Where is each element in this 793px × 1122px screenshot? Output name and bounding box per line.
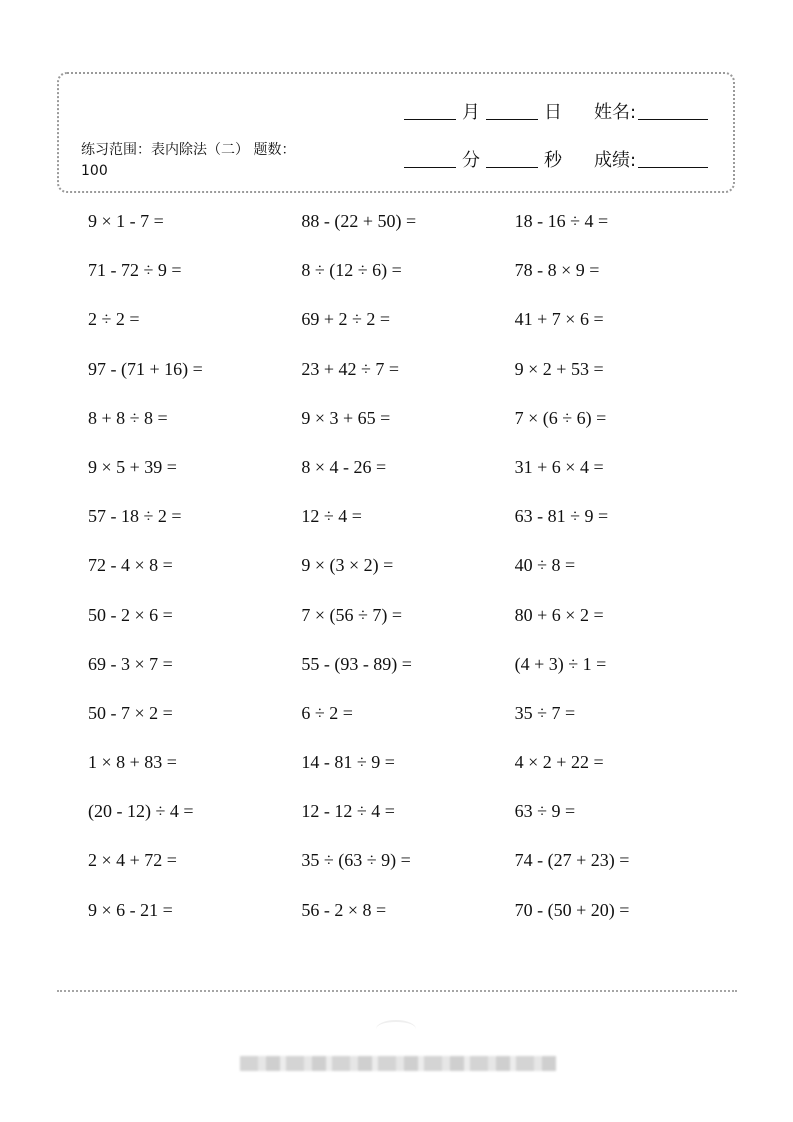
problem-item: 12 - 12 ÷ 4 =	[301, 801, 395, 822]
problem-item: 2 ÷ 2 =	[88, 309, 140, 330]
problem-item: 9 × 3 + 65 =	[301, 407, 391, 428]
problem-item: 50 - 7 × 2 =	[88, 702, 173, 723]
problem-item: 57 - 18 ÷ 2 =	[88, 506, 182, 527]
name-label: 姓名:	[594, 102, 637, 123]
problem-item: 50 - 2 × 6 =	[88, 604, 173, 625]
date-name-row	[404, 98, 708, 124]
score-label: 成绩:	[594, 150, 637, 171]
footer-blurred-watermark	[240, 1056, 556, 1071]
problem-item: 35 ÷ (63 ÷ 9) =	[301, 850, 411, 871]
footer-watermark-mark	[376, 1020, 416, 1038]
problem-row	[88, 652, 728, 701]
problem-row	[88, 209, 728, 258]
problem-item: 7 × (56 ÷ 7) =	[301, 604, 402, 625]
problem-row	[88, 799, 728, 848]
problem-item: 56 - 2 × 8 =	[301, 899, 387, 920]
problem-item: 97 - (71 + 16) =	[88, 358, 203, 379]
problem-item: 69 - 3 × 7 =	[88, 653, 173, 674]
problem-item: 6 ÷ 2 =	[301, 702, 353, 723]
problem-item: 35 ÷ 7 =	[514, 702, 576, 723]
month-blank[interactable]	[404, 119, 456, 120]
problem-item: 23 + 42 ÷ 7 =	[301, 358, 400, 379]
problem-row	[88, 455, 728, 504]
second-label: 秒	[544, 150, 562, 171]
problem-item: 4 × 2 + 22 =	[514, 752, 604, 773]
problem-item: 9 × 5 + 39 =	[88, 456, 177, 477]
worksheet-header	[57, 72, 735, 193]
name-blank[interactable]	[638, 119, 708, 120]
month-label: 月	[462, 102, 480, 123]
day-blank[interactable]	[486, 119, 538, 120]
problem-item: 74 - (27 + 23) =	[514, 850, 630, 871]
problem-item: 7 × (6 ÷ 6) =	[514, 407, 607, 428]
practice-scope-text: 练习范围：表内除法（二） 题数：100	[81, 142, 296, 179]
minute-label: 分	[462, 150, 480, 171]
problem-item: 40 ÷ 8 =	[514, 555, 576, 576]
problem-item: (4 + 3) ÷ 1 =	[514, 653, 607, 674]
problem-item: 8 ÷ (12 ÷ 6) =	[301, 260, 402, 281]
problem-item: 9 × (3 × 2) =	[301, 555, 394, 576]
problem-item: 63 ÷ 9 =	[514, 801, 576, 822]
problem-item: 78 - 8 × 9 =	[514, 260, 600, 281]
problem-item: 12 ÷ 4 =	[301, 506, 362, 527]
problem-row	[88, 258, 728, 307]
score-blank[interactable]	[638, 167, 708, 168]
problem-row	[88, 406, 728, 455]
day-label: 日	[544, 102, 562, 123]
problem-row	[88, 357, 728, 406]
problem-row	[88, 750, 728, 799]
problem-row	[88, 898, 728, 947]
problem-item: 8 × 4 - 26 =	[301, 456, 387, 477]
problem-item: 71 - 72 ÷ 9 =	[88, 260, 182, 281]
problem-item: 9 × 2 + 53 =	[514, 358, 604, 379]
problem-row	[88, 504, 728, 553]
problem-item: 14 - 81 ÷ 9 =	[301, 752, 395, 773]
problem-item: 2 × 4 + 72 =	[88, 850, 177, 871]
problem-item: 18 - 16 ÷ 4 =	[514, 211, 609, 231]
problem-item: 70 - (50 + 20) =	[514, 899, 630, 920]
problem-item: 31 + 6 × 4 =	[514, 456, 604, 477]
problem-item: 88 - (22 + 50) =	[301, 211, 417, 231]
problem-item: 9 × 1 - 7 =	[88, 211, 164, 231]
problem-item: 63 - 81 ÷ 9 =	[514, 506, 609, 527]
problem-item: 69 + 2 ÷ 2 =	[301, 309, 391, 330]
problem-row	[88, 307, 728, 356]
problem-item: 1 × 8 + 83 =	[88, 752, 177, 773]
problem-item: 80 + 6 × 2 =	[514, 604, 604, 625]
problem-item: 55 - (93 - 89) =	[301, 653, 412, 674]
footer-divider	[57, 990, 737, 992]
second-blank[interactable]	[486, 167, 538, 168]
problem-grid	[88, 209, 728, 947]
problem-item: 9 × 6 - 21 =	[88, 899, 173, 920]
minute-blank[interactable]	[404, 167, 456, 168]
problem-row	[88, 553, 728, 602]
problem-row	[88, 701, 728, 750]
problem-row	[88, 848, 728, 897]
problem-row	[88, 603, 728, 652]
problem-item: 72 - 4 × 8 =	[88, 555, 173, 576]
time-score-row	[404, 146, 708, 172]
problem-item: (20 - 12) ÷ 4 =	[88, 801, 194, 822]
problem-item: 41 + 7 × 6 =	[514, 309, 604, 330]
problem-item: 8 + 8 ÷ 8 =	[88, 407, 168, 428]
